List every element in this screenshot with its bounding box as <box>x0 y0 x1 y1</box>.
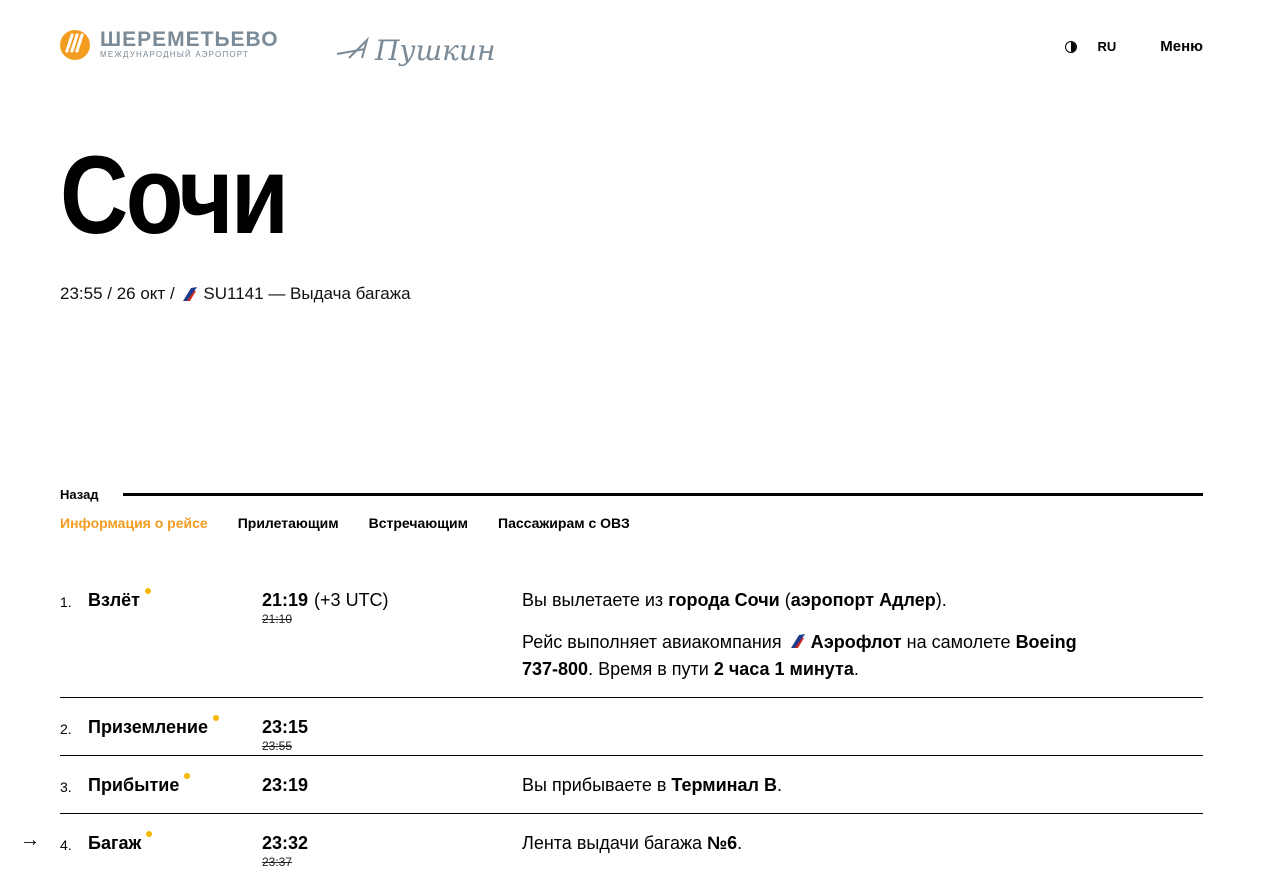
step-time: 23:32 <box>262 833 309 853</box>
airline-code: SU <box>203 284 228 303</box>
language-switch[interactable]: RU <box>1097 39 1117 54</box>
tab-reduced-mobility[interactable]: Пассажирам с ОВЗ <box>498 515 630 531</box>
logo-main-text: ШЕРЕМЕТЬЕВО <box>100 28 279 51</box>
divider <box>123 493 1203 496</box>
current-step-arrow: → <box>20 829 40 851</box>
sheremetyevo-logo-icon <box>60 30 90 60</box>
pushkin-logo-text: Пушкин <box>375 34 495 67</box>
status-dot <box>146 831 152 837</box>
step-description: Лента выдачи багажа №6. <box>522 833 743 853</box>
tab-arriving[interactable]: Прилетающим <box>237 515 339 531</box>
step-description: Вы прибываете в Терминал B. <box>522 775 782 795</box>
logo-sub-text: МЕЖДУНАРОДНЫЙ АЭРОПОРТ <box>100 50 250 59</box>
flight-date: 26 окт <box>116 284 166 303</box>
menu-button[interactable]: Меню <box>1160 38 1203 55</box>
step-name: Багаж <box>88 833 152 854</box>
step-name: Взлёт <box>88 590 151 611</box>
contrast-icon[interactable] <box>1065 41 1077 53</box>
flight-summary: 23:55 / 26 окт / SU 1141 — Выдача багажа <box>60 284 411 303</box>
back-row <box>60 487 1203 502</box>
scheduled-time: 21:10 <box>262 612 293 626</box>
scheduled-time: 23:55 <box>262 739 293 753</box>
step-name: Прибытие <box>88 775 190 796</box>
divider <box>60 813 1203 814</box>
header <box>0 0 1263 90</box>
scheduled-time: 23:37 <box>262 855 293 869</box>
step-description: Вы вылетаете из города Сочи (аэропорт Адлер). <box>522 590 947 610</box>
step-description-airline: Рейс выполняет авиакомпания Аэрофлот на самолете Boeing 737-800. Время в пути 2 часа 1 минута. <box>522 632 1077 679</box>
step-time: 21:19 (+3 UTC) <box>262 590 389 610</box>
step-number: 3. <box>60 779 72 795</box>
tabs <box>60 515 630 531</box>
aeroflot-icon <box>789 633 807 649</box>
page-title: Сочи <box>60 134 287 257</box>
status-dot <box>213 715 219 721</box>
step-number: 4. <box>60 837 72 853</box>
step-time: 23:15 <box>262 717 309 737</box>
status-dot <box>184 773 190 779</box>
flight-number: 1141 <box>227 284 264 303</box>
timezone: (+3 UTC) <box>314 590 389 610</box>
tab-flight-info[interactable]: Информация о рейсе <box>60 515 208 531</box>
pushkin-logo[interactable] <box>335 30 495 80</box>
divider <box>60 697 1203 698</box>
step-name: Приземление <box>88 717 219 738</box>
step-number: 1. <box>60 594 72 610</box>
divider <box>60 755 1203 756</box>
status-dot <box>145 588 151 594</box>
sheremetyevo-logo[interactable] <box>60 30 279 60</box>
tab-meeting[interactable]: Встречающим <box>368 515 468 531</box>
flight-time: 23:55 <box>60 284 103 303</box>
flight-status: Выдача багажа <box>290 284 411 303</box>
aeroflot-icon <box>181 286 199 302</box>
step-time: 23:19 <box>262 775 309 795</box>
step-number: 2. <box>60 721 72 737</box>
back-link[interactable]: Назад <box>60 487 99 502</box>
